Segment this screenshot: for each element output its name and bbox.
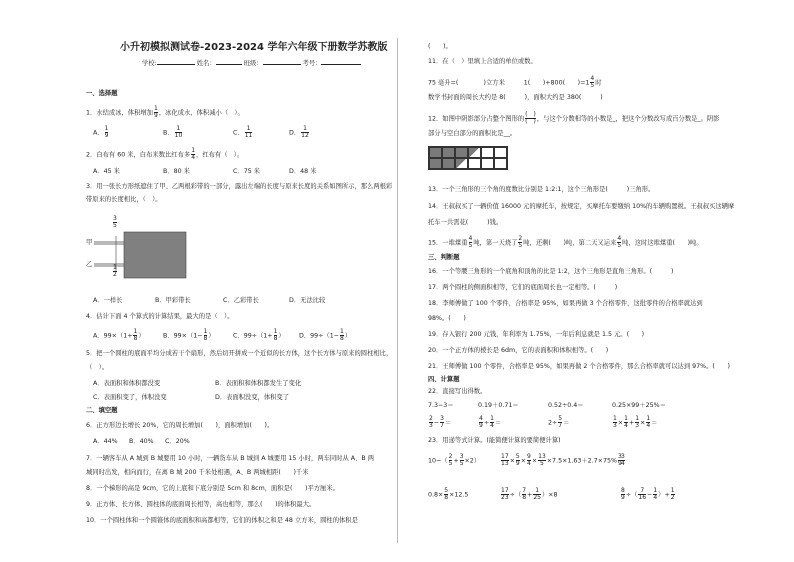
question-7-line1: 7．一辆客车从 A 城到 B 城要用 10 小时，一辆货车从 B 城到 A 城要用 15 小时，两车同时从 A、B 两 [86,455,375,462]
question-6: 6．正方形边长增长 20%，它的周长增加( )，面积增加( )。 [86,422,274,429]
calc-item: 7.3−3＝ [428,402,454,409]
question-8: 8．一个梯形的高是 9cm，它的上底和下底分别是 5cm 和 8cm，面积是( )平方厘米。 [86,485,339,492]
calc-item: 0.25×99＋25%＝ [612,402,666,409]
question-15: 15．一堆煤重 $\frac{4}{5}$ 吨，第一天烧了 $\frac{2}{5}$ 吨，还剩( )吨，第二天又运来 $\frac{4}{5}$ 吨，这时这堆煤重( )吨。 [428,235,703,249]
question-17: 17．两个圆柱的侧面积相等，它们的底面周长也一定相等。( ) [428,284,618,291]
ribbon-jia-label: 甲 [86,239,93,246]
name-label: 姓名： [196,60,216,67]
grid-cell [455,147,468,158]
section-calc: 四、计算题 [428,376,460,383]
question-3-line2: 带原来的长度相比，（ ）。 [86,196,162,203]
calc-item: $\frac{17}{23}$ ÷（ $\frac{7}{8}$ + $\frac{1}{25}$ ）×8 [501,487,558,501]
q1-option-b[interactable]: B． $\frac{1}{10}$ [163,125,183,139]
question-12-line1: 12．如图中阴影部分占整个图形的 $\frac{( )}{( )}$ ，与这个分数相等的小数是_，把这个分数改写成百分数是_。阴影 [428,111,720,125]
shaded-grid-figure [428,146,508,170]
q5-option-b[interactable]: B．表面积和体积都发生了变化 [215,380,302,387]
number-field[interactable] [321,64,361,65]
question-5-line2: （ ）。 [86,364,109,371]
cover-paper [124,232,186,278]
question-14-line2: 托车一共需花( )钱。 [428,219,503,226]
question-2: 2．白布有 60 米，白布米数比红布多 $\frac{1}{4}$ ，红布有（ ）。 [86,147,244,161]
question-20: 20．一个正方体的棱长是 6dm，它的表面积和体积相等。( ) [428,347,609,354]
grid-cell [494,158,507,169]
q6-option-b[interactable]: B．40% [129,438,154,445]
calc-item: $\frac{1}{3}$ × $\frac{1}{4}$ + $\frac{1}{3}$ × $\frac{1}{4}$ ＝ [613,415,658,429]
fraction: $\frac{1}{9}$ [153,105,158,119]
grid-cell [468,158,481,169]
grid-cell [442,147,455,158]
q4-option-a[interactable]: A．99×（1+ $\frac{1}{8}$ ） [93,328,145,342]
calc-item: $\frac{4}{9}$ ÷ $\frac{1}{4}$ ＝ [479,415,502,429]
q5-option-a[interactable]: A．表面积和体积都没变 [93,380,161,387]
q1-option-a[interactable]: A． $\frac{1}{9}$ [93,125,109,139]
q3-option-a[interactable]: A．一样长 [93,297,123,304]
fraction: $\frac{1}{4}$ [191,147,196,161]
class-label: 班级： [243,60,263,67]
grid-cell [455,158,468,169]
question-21: 21．王师傅做 100 个零件，合格率是 95%，如果再做 2 个合格零件，那么合格率就可以达到 97%。( ) [428,363,730,370]
calc-item: $\frac{8}{9}$ ÷（ $\frac{7}{16}$ − $\frac{1}{4}$ ）+ $\frac{1}{2}$ [621,487,675,501]
grid-cell [429,158,442,169]
question-7-line2: 城同时出发，相向而行，在离 B 城 200 千米处相遇，A、B 两城相距( )千米 [86,469,309,476]
q6-option-a[interactable]: A．44% [93,438,118,445]
q2-option-b[interactable]: B．80 米 [163,168,190,175]
q2-option-d[interactable]: D．48 米 [289,168,317,175]
calc-item: 0.52÷0.4＝ [548,402,584,409]
jia-fraction: $\frac{3}{5}$ [113,215,117,229]
grid-cell [429,147,442,158]
section-fill: 二、填空题 [86,407,118,414]
question-11-line2: 75 毫升=( )立方米 1( )+800( )=1 $\frac{4}{5}$ 时 [428,75,602,89]
question-9: 9．正方体、长方体、圆柱体的底面周长相等，高也相等，那么( )的体积最大。 [86,501,316,508]
q2-option-c[interactable]: C．75 米 [233,168,261,175]
section-judge: 三、判断题 [428,254,460,261]
question-5-line1: 5．把一个圆柱的底面平均分成若干个扇形，然后切开拼成一个近似的长方体，这个长方体与原来的圆柱相比， [86,350,393,357]
q5-option-d[interactable]: D．表面积没变，体积变了 [215,394,290,401]
q2-option-a[interactable]: A．45 米 [93,168,120,175]
q3-option-c[interactable]: C．乙彩带长 [223,297,259,304]
ribbon-yi-label: 乙 [86,261,93,268]
q1-option-d[interactable]: D． $\frac{1}{12}$ [289,125,309,139]
question-23: 23．用递等式计算。(能简便计算的要简便计算) [428,437,561,444]
page-title: 小升初模拟测试卷-2023-2024 学年六年级下册数学苏教版 [120,42,388,53]
question-22: 22．直接写出得数。 [428,388,487,395]
calc-item: $\frac{2}{3}$ − $\frac{3}{7}$ ＝ [429,415,452,429]
right-column [398,0,794,562]
calc-item: 0.8× $\frac{5}{8}$ ×12.5 [428,487,469,501]
question-12-line2: 部分与空白部分的面积比是__。 [428,130,517,137]
info-line [142,60,361,68]
q5-option-c[interactable]: C．表面积变了，体积没变 [93,394,167,401]
ribbon-figure [86,212,196,292]
section-choice: 一、选择题 [86,90,118,97]
grid-cell [481,147,494,158]
grid-cell [442,158,455,169]
q3-option-b[interactable]: B．甲彩带长 [155,297,191,304]
question-11-line3: 数学书封面的周长大约是 8( )，面积大约是 380( ) [428,94,603,101]
class-field[interactable] [263,64,301,65]
question-16: 16．一个等腰三角形的一个底角和顶角的比是 1:2，这个三角形是直角三角形。( ) [428,268,674,275]
yi-fraction: $\frac{1}{2}$ [113,264,117,278]
q4-option-d[interactable]: D．99÷（1− $\frac{1}{8}$ ） [299,328,352,342]
q1-option-c[interactable]: C． $\frac{1}{11}$ [233,125,253,139]
grid-cell [481,158,494,169]
question-19: 19．存入银行 200 元钱，年利率为 1.75%，一年后利息就是 1.5 元。( ) [428,331,645,338]
question-10: 10．一个圆柱体和一个圆锥体的底面积和高都相等，它们的体积之和是 48 立方米，圆柱的体积是 [86,517,358,524]
q3-option-d[interactable]: D．无法比较 [289,297,326,304]
question-11: 11．在（ ）里填上合适的单位或数。 [428,58,537,65]
q4-option-b[interactable]: B．99×（1− $\frac{1}{8}$ ） [163,328,215,342]
question-3-line1: 3．用一张长方形纸遮住了甲、乙两根彩带的一部分，露出左端的长度与原来长度的关系如图所示，那么两根彩 [86,183,393,190]
calc-item: 10−（ $\frac{2}{5}$ + $\frac{3}{5}$ ×2） [428,453,481,467]
name-field[interactable] [216,64,242,65]
calc-item: $\frac{17}{13}$ × $\frac{5}{9}$ × $\frac{9}{4}$ × $\frac{13}{5}$ ×7.5×1.63＋2.7×75% $\frac{3}{9}$ [501,453,622,467]
grid-cell [468,147,481,158]
question-4: 4．估计下面 4 个算式的计算结果，最大的是（ ）。 [86,313,234,320]
question-13: 13．一个三角形的三个角的度数比分别是 1:2:1，这个三角形是( )三角形。 [428,186,655,193]
calc-item: 0.19＋0.71＝ [478,402,519,409]
school-label: 学校: [142,60,157,67]
grid-cell [494,147,507,158]
q10-continued: ( )。 [428,43,452,50]
question-18-line1: 18．李师傅做了 100 个零件，合格率是 95%，如果再做 3 个合格零件，这批零件的合格率就达到 [428,300,703,307]
question-18-line2: 98%。( ) [428,315,466,322]
calc-item: 2÷ $\frac{5}{7}$ ＝ [548,415,570,429]
school-field[interactable] [157,64,195,65]
number-label: 考号： [302,60,322,67]
question-1: 1．水结成冰，体积增加 $\frac{1}{9}$ ，冰化成水，体积减小（ ）。 [86,105,244,119]
calc-item: $\frac{3}{4}$ [621,453,625,467]
q6-option-c[interactable]: C．20% [165,438,190,445]
q4-option-c[interactable]: C．99÷（1+ $\frac{1}{8}$ ） [233,328,285,342]
question-14-line1: 14．王叔叔买了一辆价值 16000 元的摩托车，按规定，买摩托车要缴纳 10%的车辆购置税。王叔叔买这辆摩 [428,203,735,210]
